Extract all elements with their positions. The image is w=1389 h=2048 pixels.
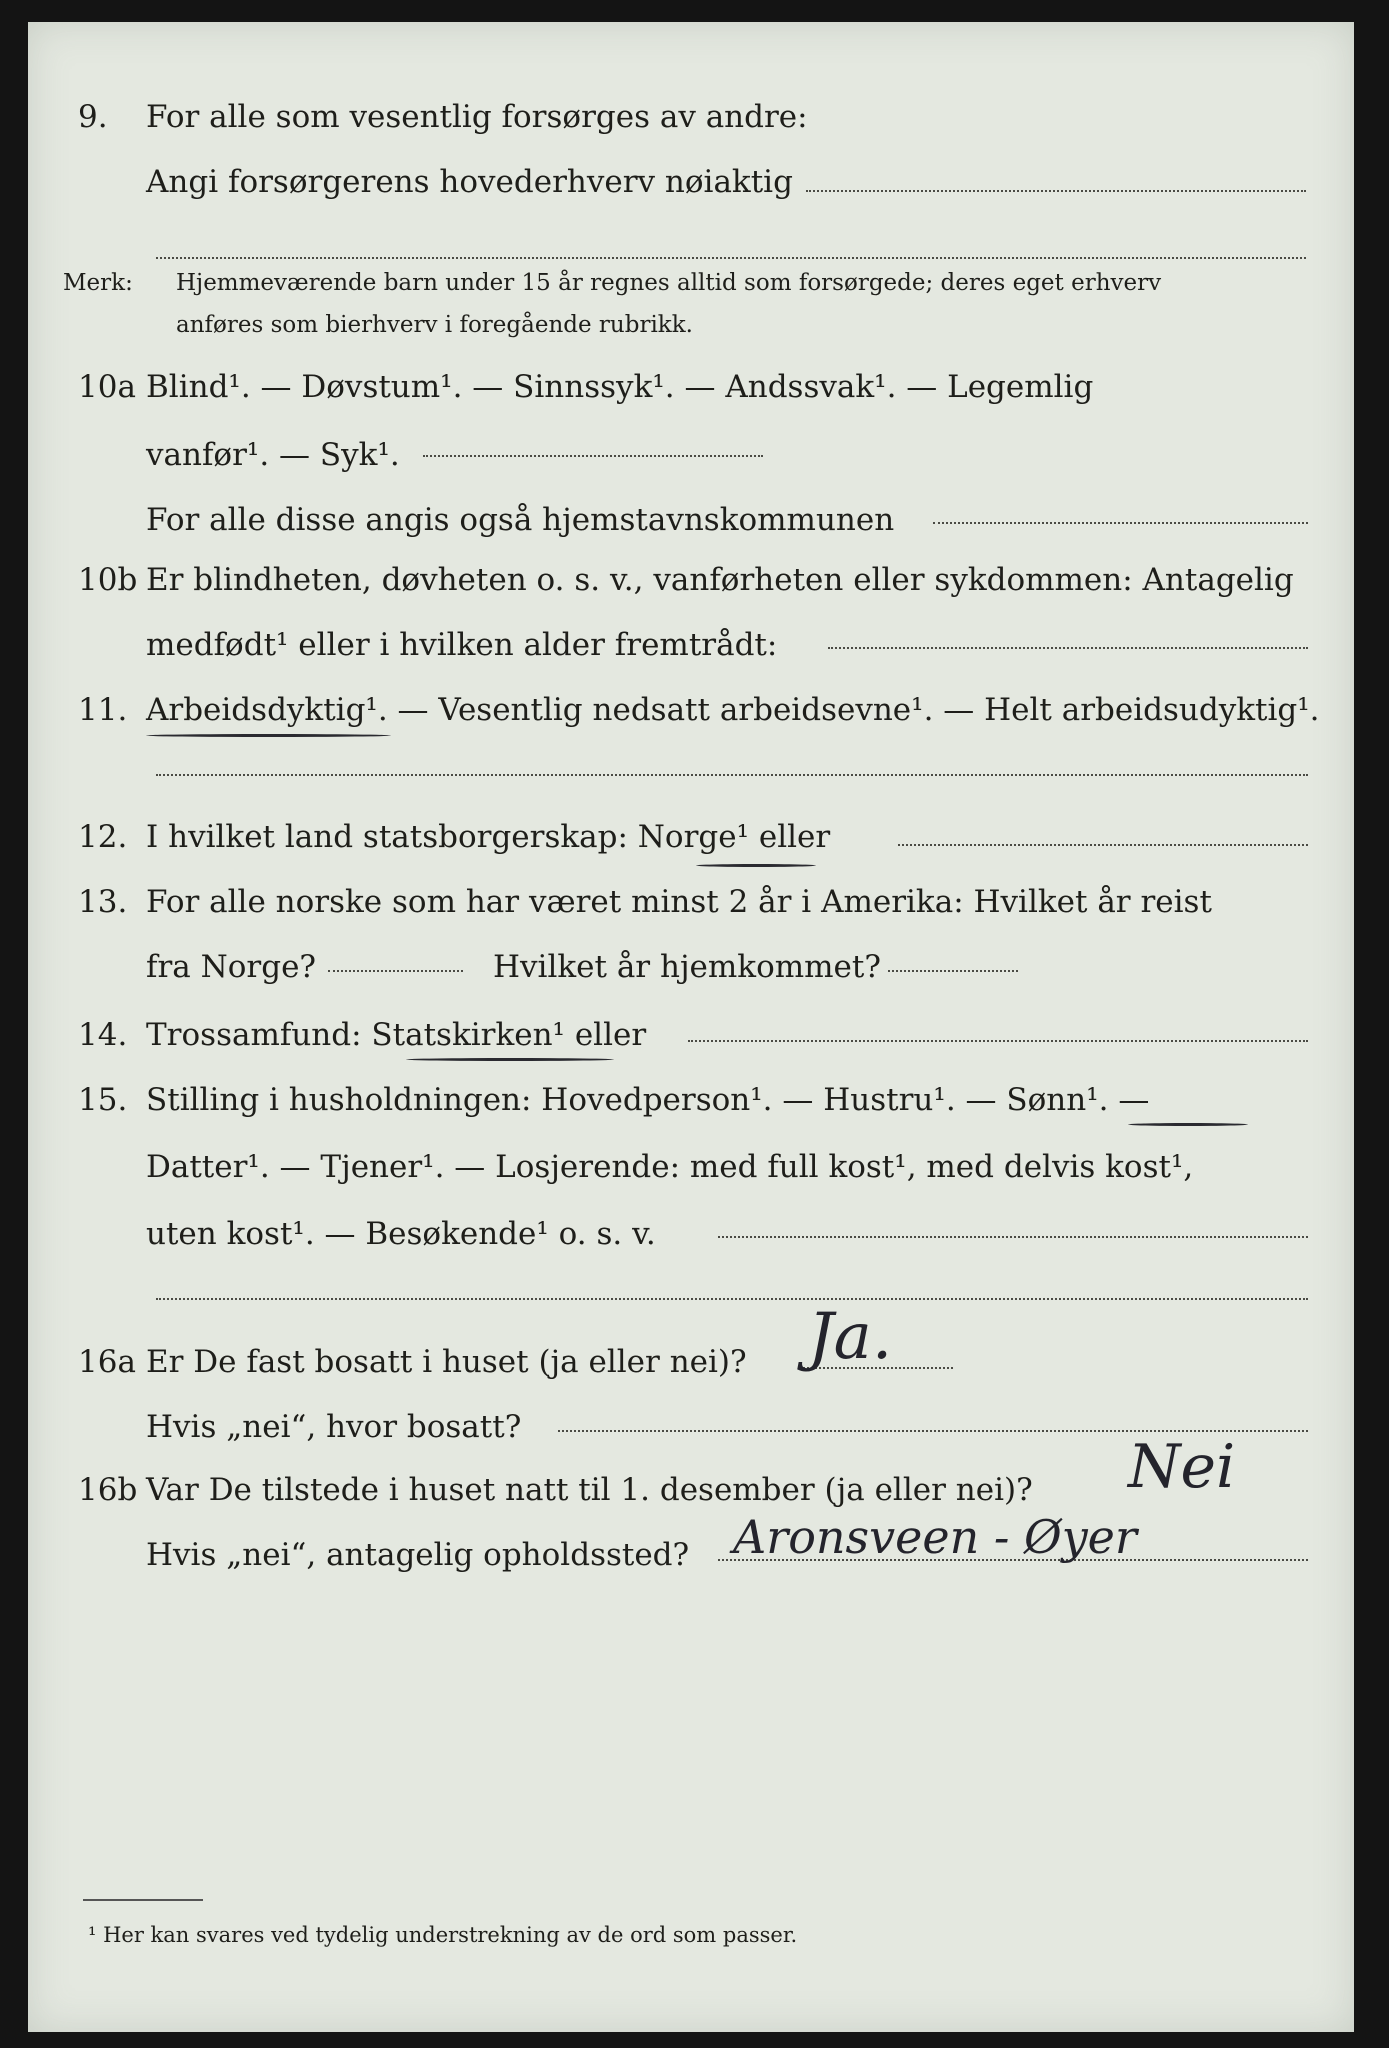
- q9-line2: Angi forsørgerens hovederhverv nøiaktig: [146, 164, 793, 200]
- q15-line2: Datter¹. — Tjener¹. — Losjerende: med full kost¹, med delvis kost¹,: [146, 1149, 1194, 1185]
- note-line2: anføres som bierhverv i foregående rubrikk.: [176, 312, 693, 338]
- footnote-text: ¹ Her kan svares ved tydelig understrekning av de ord som passer.: [88, 1923, 798, 1947]
- footnote-divider: [83, 1899, 203, 1901]
- q10a-number: 10a: [78, 369, 136, 405]
- q15-answer-line-2: [156, 1298, 1308, 1300]
- q10a-line3: For alle disse angis også hjemstavnskommunen: [146, 502, 895, 538]
- q11-underline-arbeidsdyktig: [146, 734, 391, 737]
- q16b-handwritten-place: Aronsveen - Øyer: [733, 1510, 1137, 1564]
- q10b-line1: Er blindheten, døvheten o. s. v., vanførheten eller sykdommen: Antagelig: [146, 562, 1294, 598]
- q13-left-answer-line: [328, 970, 463, 972]
- q16a-number: 16a: [78, 1344, 136, 1380]
- q13-number: 13.: [78, 884, 128, 920]
- q10a-answer-line: [423, 455, 763, 457]
- q15-underline-sonn: [1128, 1123, 1248, 1126]
- q12-underline-norge: [696, 864, 816, 867]
- q14-underline-statskirken: [406, 1058, 614, 1061]
- census-form-page: [28, 22, 1354, 2032]
- q10a-line2: vanfør¹. — Syk¹.: [146, 437, 400, 473]
- q12-answer-line: [898, 844, 1308, 846]
- q12-number: 12.: [78, 819, 128, 855]
- q16b-line1: Var De tilstede i huset natt til 1. desember (ja eller nei)?: [146, 1472, 1033, 1508]
- q9-answer-line-2: [156, 257, 1306, 259]
- q14-line1: Trossamfund: Statskirken¹ eller: [146, 1017, 647, 1053]
- q9-answer-line: [806, 190, 1306, 192]
- q9-number: 9.: [78, 99, 108, 135]
- q10b-number: 10b: [78, 562, 138, 598]
- q13-line2b: Hvilket år hjemkommet?: [493, 949, 881, 985]
- note-label: Merk:: [63, 270, 133, 296]
- q14-number: 14.: [78, 1017, 128, 1053]
- q15-line3: uten kost¹. — Besøkende¹ o. s. v.: [146, 1216, 656, 1252]
- q16b-number: 16b: [78, 1472, 138, 1508]
- q15-answer-line: [718, 1236, 1308, 1238]
- q10b-line2: medfødt¹ eller i hvilken alder fremtrådt:: [146, 627, 778, 663]
- q11-number: 11.: [78, 692, 128, 728]
- q14-answer-line: [688, 1040, 1308, 1042]
- q10a-hometown-line: [933, 522, 1308, 524]
- q15-line1: Stilling i husholdningen: Hovedperson¹. — Hustru¹. — Sønn¹. —: [146, 1082, 1150, 1118]
- q16a-handwritten-answer: Ja.: [808, 1300, 893, 1374]
- q15-number: 15.: [78, 1082, 128, 1118]
- q16b-line2: Hvis „nei“, antagelig opholdssted?: [146, 1537, 690, 1573]
- q10a-line1: Blind¹. — Døvstum¹. — Sinnssyk¹. — Andssvak¹. — Legemlig: [146, 369, 1094, 405]
- q11-answer-line: [156, 774, 1308, 776]
- q12-line1: I hvilket land statsborgerskap: Norge¹ eller: [146, 819, 831, 855]
- q16a-line1: Er De fast bosatt i huset (ja eller nei)?: [146, 1344, 747, 1380]
- q13-line1: For alle norske som har været minst 2 år i Amerika: Hvilket år reist: [146, 884, 1212, 920]
- q13-right-answer-line: [888, 970, 1018, 972]
- note-line1: Hjemmeværende barn under 15 år regnes alltid som forsørgede; deres eget erhverv: [176, 270, 1162, 296]
- q13-line2a: fra Norge?: [146, 949, 317, 985]
- q16b-handwritten-answer: Nei: [1128, 1432, 1236, 1502]
- q11-line1: Arbeidsdyktig¹. — Vesentlig nedsatt arbeidsevne¹. — Helt arbeidsudyktig¹.: [146, 692, 1320, 728]
- q9-line1: For alle som vesentlig forsørges av andre:: [146, 99, 808, 135]
- q16a-line2: Hvis „nei“, hvor bosatt?: [146, 1409, 522, 1445]
- q10b-answer-line: [828, 647, 1308, 649]
